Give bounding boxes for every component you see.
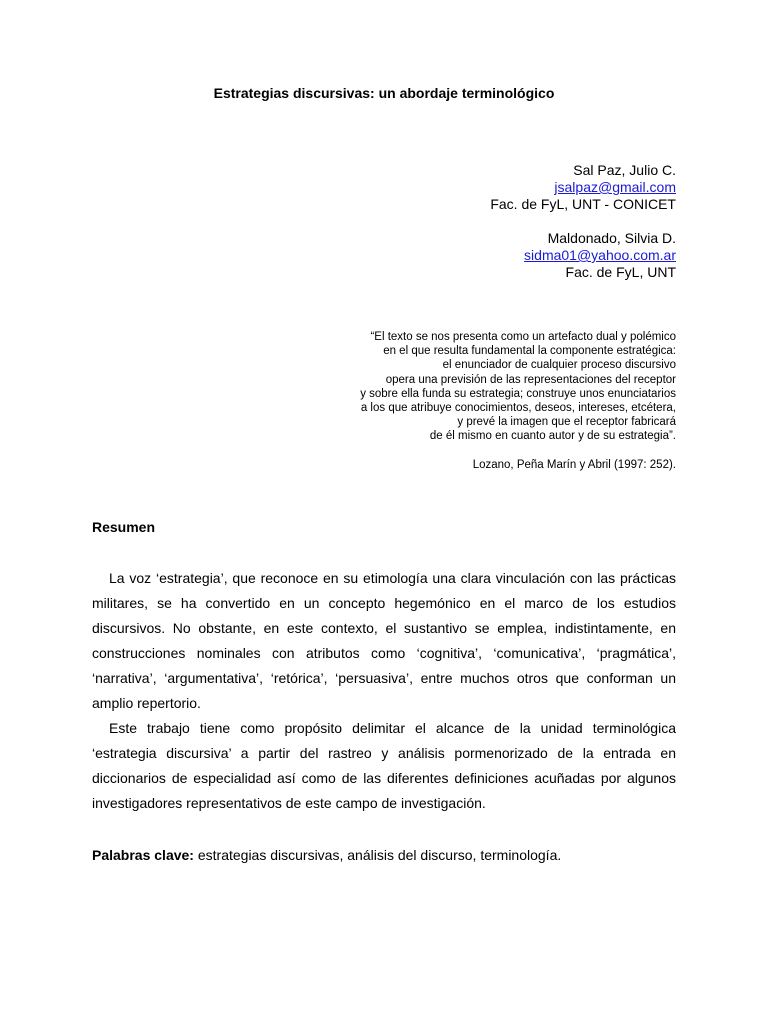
abstract-paragraph: Este trabajo tiene como propósito delimitar el alcance de la unidad terminológica ‘estrategia discursiva’ a partir del rastreo y análisis pormenorizado de la entrada en diccionarios de especialidad así como de las diferentes definiciones acuñadas por algunos investigadores representativos de este campo de investigación. bbox=[92, 720, 676, 811]
epigraph-line: el enunciador de cualquier proceso discursivo bbox=[442, 359, 676, 372]
epigraph-line: de él mismo en cuanto autor y de su estrategia”. bbox=[429, 430, 676, 443]
epigraph-citation: Lozano, Peña Marín y Abril (1997: 252). bbox=[472, 458, 676, 471]
keywords-text: estrategias discursivas, análisis del discurso, terminología. bbox=[193, 847, 562, 863]
author-2-name: Maldonado, Silvia D. bbox=[547, 230, 676, 246]
author-2-affiliation: Fac. de FyL, UNT bbox=[565, 264, 676, 280]
author-spacer bbox=[276, 213, 676, 230]
epigraph-line: opera una previsión de las representaciones del receptor bbox=[385, 373, 676, 386]
epigraph-line: en el que resulta fundamental la componente estratégica: bbox=[383, 345, 676, 358]
epigraph-line: y prevé la imagen que el receptor fabricará bbox=[457, 416, 676, 429]
author-1-affiliation: Fac. de FyL, UNT - CONICET bbox=[490, 196, 676, 212]
abstract-paragraph: La voz ‘estrategia’, que reconoce en su etimología una clara vinculación con las prácticas militares, se ha convertido en un concepto hegemónico en el marco de los estudios discursivos. No obstante, en este contexto, el sustantivo se emplea, indistintamente, en construcciones nominales con atributos como ‘cognitiva’, ‘comunicativa’, ‘pragmática’, ‘narrativa’, ‘argumentativa’, ‘retórica’, ‘persuasiva’, entre muchos otros que conforman un amplio repertorio. bbox=[92, 570, 676, 711]
abstract-heading: Resumen bbox=[92, 519, 156, 535]
keywords-line bbox=[92, 845, 676, 865]
author-1-name: Sal Paz, Julio C. bbox=[573, 162, 676, 178]
epigraph-line: y sobre ella funda su estrategia; construye unos enunciatarios bbox=[360, 387, 676, 400]
keywords-label: Palabras clave: bbox=[92, 847, 194, 863]
epigraph-line: a los que atribuye conocimientos, deseos, intereses, etcétera, bbox=[360, 402, 676, 415]
document-title: Estrategias discursivas: un abordaje terminológico bbox=[213, 85, 555, 101]
epigraph-line: “El texto se nos presenta como un artefacto dual y polémico bbox=[370, 331, 676, 343]
author-block bbox=[276, 162, 676, 281]
abstract-body bbox=[92, 566, 676, 816]
author-2-email-link[interactable]: sidma01@yahoo.com.ar bbox=[524, 247, 676, 263]
author-1-email-link[interactable]: jsalpaz@gmail.com bbox=[554, 179, 676, 195]
epigraph-quote bbox=[256, 330, 676, 472]
